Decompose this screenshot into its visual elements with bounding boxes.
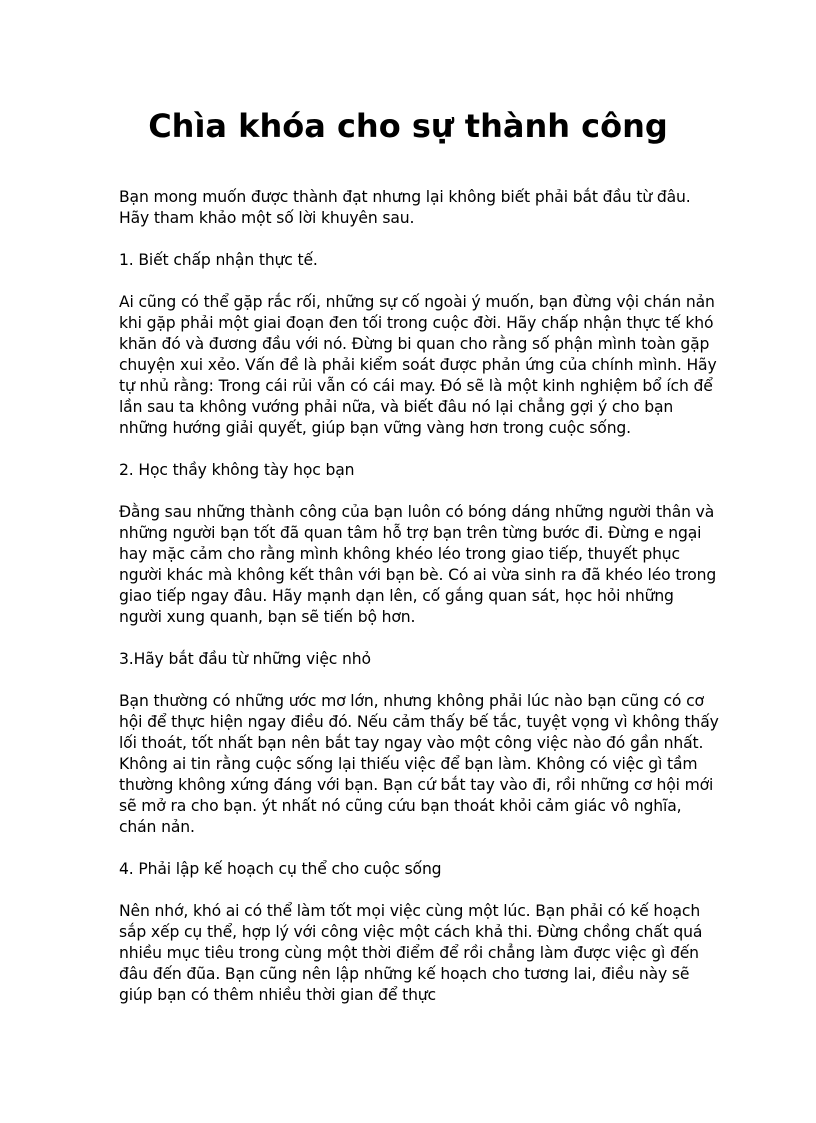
section-heading-2: 2. Học thầy không tày học bạn bbox=[119, 461, 355, 479]
intro-paragraph: Bạn mong muốn được thành đạt nhưng lại không biết phải bắt đầu từ đâu. Hãy tham khảo một số lời khuyên sau. bbox=[119, 188, 691, 227]
section-heading-3: 3.Hãy bắt đầu từ những việc nhỏ bbox=[119, 650, 371, 668]
section-paragraph-2: Đằng sau những thành công của bạn luôn có bóng dáng những người thân và những người bạn tốt đã quan tâm hỗ trợ bạn trên từng bước đi. Đừng e ngại hay mặc cảm cho rằng mình không khéo léo trong giao tiếp, thuyết phục người khác mà không kết thân với bạn bè. Có ai vừa sinh ra đã khéo léo trong giao tiếp ngay đâu. Hãy mạnh dạn lên, cố gắng quan sát, học hỏi những người xung quanh, bạn sẽ tiến bộ hơn. bbox=[119, 503, 717, 626]
document-title: Chìa khóa cho sự thành công bbox=[148, 107, 668, 145]
section-heading-4: 4. Phải lập kế hoạch cụ thể cho cuộc sống bbox=[119, 860, 442, 878]
section-paragraph-3: Bạn thường có những ước mơ lớn, nhưng không phải lúc nào bạn cũng có cơ hội để thực hiện ngay điều đó. Nếu cảm thấy bế tắc, tuyệt vọng vì không thấy lối thoát, tốt nhất bạn nên bắt tay ngay vào một công việc nào đó gần nhất. Không ai tin rằng cuộc sống lại thiếu việc để bạn làm. Không có việc gì tầm thường không xứng đáng với bạn. Bạn cứ bắt tay vào đi, rồi những cơ hội mới sẽ mở ra cho bạn. ýt nhất nó cũng cứu bạn thoát khỏi cảm giác vô nghĩa, chán nản. bbox=[119, 692, 719, 836]
section-heading-1: 1. Biết chấp nhận thực tế. bbox=[119, 251, 318, 269]
document-body bbox=[119, 187, 719, 1027]
section-paragraph-1: Ai cũng có thể gặp rắc rối, những sự cố ngoài ý muốn, bạn đừng vội chán nản khi gặp phải một giai đoạn đen tối trong cuộc đời. Hãy chấp nhận thực tế khó khăn đó và đương đầu với nó. Đừng bi quan cho rằng số phận mình toàn gặp chuyện xui xẻo. Vấn đề là phải kiểm soát được phản ứng của chính mình. Hãy tự nhủ rằng: Trong cái rủi vẫn có cái may. Đó sẽ là một kinh nghiệm bổ ích để lần sau ta không vướng phải nữa, và biết đâu nó lại chẳng gợi ý cho bạn những hướng giải quyết, giúp bạn vững vàng hơn trong cuộc sống. bbox=[119, 293, 717, 437]
section-paragraph-4: Nên nhớ, khó ai có thể làm tốt mọi việc cùng một lúc. Bạn phải có kế hoạch sắp xếp cụ thể, hợp lý với công việc một cách khả thi. Đừng chồng chất quá nhiều mục tiêu trong cùng một thời điểm để rồi chẳng làm được việc gì đến đâu đến đũa. Bạn cũng nên lập những kế hoạch cho tương lai, điều này sẽ giúp bạn có thêm nhiều thời gian để thực bbox=[119, 902, 703, 1004]
